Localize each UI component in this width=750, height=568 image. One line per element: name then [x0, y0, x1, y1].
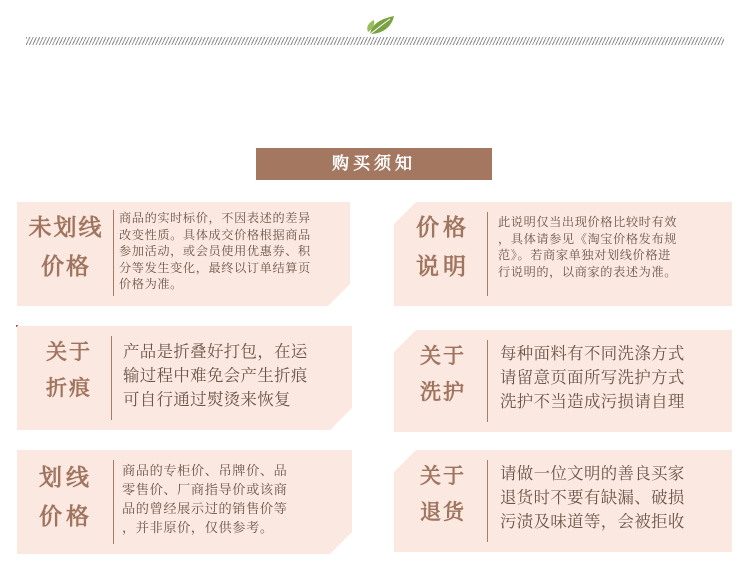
card-divider	[487, 460, 488, 542]
card-description: 商品的实时标价，不因表述的差异 改变性质。具体成交价格根据商品 参加活动，或会员使用优惠券、积 分等发生变化，最终以订单结算页 价格为准。	[119, 211, 311, 291]
card-title: 未划线 价格	[28, 214, 104, 281]
card-unmarked-price	[17, 202, 350, 306]
card-title: 价格 说明	[416, 214, 470, 281]
card-returns	[394, 450, 732, 552]
card-divider	[111, 336, 112, 420]
card-description: 请做一位文明的善良买家 退货时不要有缺漏、破损 污渍及味道等，会被拒收	[500, 464, 685, 531]
card-creases	[17, 326, 352, 430]
card-divider	[487, 212, 488, 296]
hatched-divider	[26, 37, 724, 45]
card-price-explanation	[394, 202, 732, 306]
card-divider	[487, 340, 488, 422]
card-divider	[113, 210, 114, 296]
card-title: 关于 洗护	[420, 343, 466, 404]
card-divider	[113, 460, 114, 544]
card-description: 每种面料有不同洗涤方式 请留意页面所写洗护方式 洗护不当造成污损请自理	[500, 344, 685, 411]
card-description: 此说明仅当出现价格比较时有效 ，具体请参见《淘宝价格发布规 范》。若商家单独对划线价格进 行说明的，以商家的表述为准。	[498, 215, 678, 279]
card-washing-care	[394, 330, 732, 432]
leaf-icon	[364, 12, 400, 38]
card-title: 划线 价格	[39, 464, 93, 531]
card-title: 关于 退货	[420, 463, 466, 524]
card-description: 产品是折叠好打包，在运 输过程中难免会产生折痕 可自行通过熨烫来恢复	[123, 342, 308, 409]
card-marked-price	[17, 450, 352, 554]
page-title: 购买须知	[256, 148, 492, 180]
card-description: 商品的专柜价、吊牌价、品 零售价、厂商指导价或该商 品的曾经展示过的销售价等 ，并非原价，仅供参考。	[122, 464, 288, 536]
card-title: 关于 折痕	[46, 339, 92, 400]
